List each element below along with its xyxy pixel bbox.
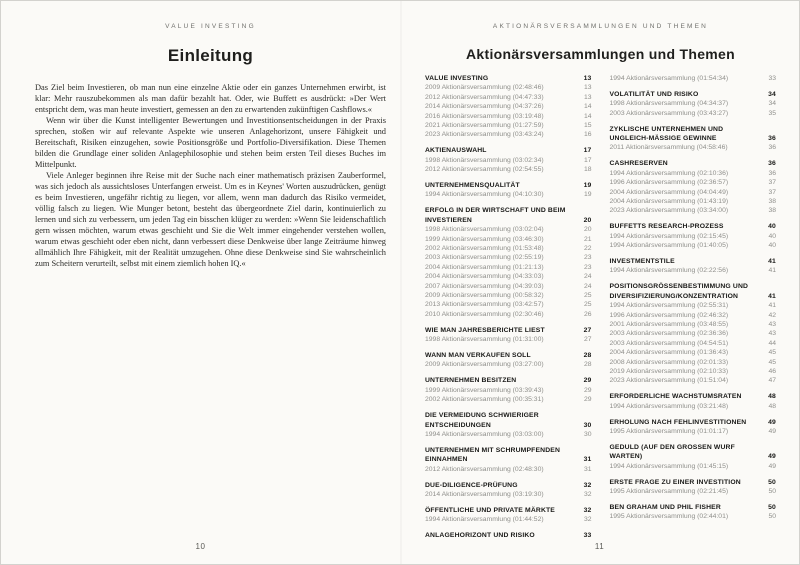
toc-section-label: AKTIENAUSWAHL bbox=[425, 147, 487, 155]
toc-entry-label: 2014 Aktionärsversammlung (03:19:30) bbox=[425, 490, 544, 498]
toc-section-label: ERFORDERLICHE WACHSTUMSRATEN bbox=[609, 393, 742, 401]
toc-entry-page: 46 bbox=[768, 367, 776, 375]
toc-entry bbox=[610, 109, 777, 118]
toc-entry-label: 1995 Aktionärsversammlung (01:01:17) bbox=[609, 428, 729, 435]
toc-entry bbox=[610, 339, 777, 348]
toc-section-page: 33 bbox=[583, 532, 592, 540]
toc-entry bbox=[425, 121, 592, 130]
toc-entry-label: 2004 Aktionärsversammlung (04:33:03) bbox=[425, 273, 544, 281]
toc-section-title bbox=[425, 531, 592, 540]
toc-entry-label: 2012 Aktionärsversammlung (04:47:33) bbox=[425, 93, 544, 101]
toc-entry bbox=[425, 83, 592, 92]
toc-entry-page: 48 bbox=[768, 402, 776, 410]
toc-section-title bbox=[610, 282, 777, 301]
toc-section bbox=[425, 376, 592, 404]
toc-section bbox=[425, 446, 592, 474]
toc-entry-page: 36 bbox=[768, 169, 776, 177]
toc-entry-label: 2004 Aktionärsversammlung (01:21:13) bbox=[425, 263, 544, 271]
toc-entry-label: 2004 Aktionärsversammlung (04:04:49) bbox=[609, 188, 729, 196]
toc-entry-label: 1994 Aktionärsversammlung (02:22:56) bbox=[609, 267, 729, 275]
toc-section bbox=[610, 418, 777, 437]
toc-section-page: 17 bbox=[583, 147, 592, 155]
toc-section-page: 41 bbox=[768, 258, 776, 265]
toc-section bbox=[425, 146, 592, 174]
toc-column-2 bbox=[610, 74, 777, 547]
toc-section-page: 49 bbox=[768, 418, 776, 426]
toc-entry-page: 43 bbox=[768, 320, 776, 328]
toc-section-title bbox=[425, 146, 592, 155]
toc-entry-page: 45 bbox=[768, 349, 776, 357]
toc-entry bbox=[610, 197, 777, 206]
toc-entry-label: 1994 Aktionärsversammlung (03:21:48) bbox=[609, 402, 729, 410]
toc-entry-label: 2012 Aktionärsversammlung (02:48:30) bbox=[425, 465, 544, 473]
toc-entry-page: 42 bbox=[768, 311, 776, 319]
paragraph: Das Ziel beim Investieren, ob man nun eine einzelne Aktie oder ein ganzes Unternehmen erwirbt, ist klar: Mehr rauszubekommen als man dafür bezahlt hat. Oder, wie Buffett es ausdrückt: »Der Wert entspricht dem, was man heute investiert, gemessen an den zu erwartenden zukünftigen Cashflows.« bbox=[35, 83, 386, 114]
toc-section-label: VALUE INVESTING bbox=[425, 75, 489, 82]
intro-body-text bbox=[35, 82, 386, 269]
toc-entry bbox=[425, 300, 592, 309]
toc-entry bbox=[610, 99, 777, 108]
toc-entry-label: 1994 Aktionärsversammlung (01:40:05) bbox=[609, 242, 729, 250]
toc-entry-page: 38 bbox=[768, 197, 776, 205]
toc-entry-page: 20 bbox=[583, 226, 592, 234]
page-left bbox=[1, 1, 400, 564]
toc-section-label: GEDULD (AUF DEN GROSSEN WURF WARTEN) bbox=[609, 443, 735, 461]
toc-entry-label: 2009 Aktionärsversammlung (03:27:00) bbox=[425, 361, 544, 369]
toc-section-title bbox=[610, 478, 777, 487]
toc-section bbox=[425, 411, 592, 439]
toc-section-label: BUFFETTS RESEARCH-PROZESS bbox=[609, 223, 724, 231]
toc-entry-page: 15 bbox=[583, 122, 592, 130]
toc-section-title bbox=[610, 159, 777, 168]
toc-entry-page: 32 bbox=[583, 490, 592, 498]
toc-entry-label: 2004 Aktionärsversammlung (01:36:43) bbox=[609, 349, 729, 357]
toc-entry bbox=[425, 386, 592, 395]
toc-entry bbox=[425, 490, 592, 499]
toc-entry-page: 19 bbox=[583, 191, 592, 199]
toc-section-title bbox=[425, 506, 592, 515]
toc-entry bbox=[425, 235, 592, 244]
toc-entry-label: 2007 Aktionärsversammlung (04:39:03) bbox=[425, 282, 544, 290]
toc-entry-page: 23 bbox=[583, 254, 592, 262]
toc-entry bbox=[610, 427, 777, 436]
page-number-left: 10 bbox=[195, 542, 206, 551]
toc-entry-label: 1995 Aktionärsversammlung (02:21:45) bbox=[609, 488, 729, 496]
toc-entry-page: 43 bbox=[768, 330, 776, 338]
toc-entry-label: 1996 Aktionärsversammlung (02:46:32) bbox=[609, 311, 729, 319]
toc-entry-label: 2002 Aktionärsversammlung (01:53:48) bbox=[425, 245, 544, 252]
toc-entry-label: 1996 Aktionärsversammlung (02:36:57) bbox=[609, 179, 729, 187]
toc-entry bbox=[425, 225, 592, 234]
toc-entry-label: 2010 Aktionärsversammlung (02:30:46) bbox=[425, 310, 544, 318]
toc-section-page: 19 bbox=[583, 182, 592, 190]
toc-entry-page: 36 bbox=[768, 144, 776, 152]
toc-entry bbox=[425, 335, 592, 344]
toc-section-page: 50 bbox=[768, 503, 776, 511]
toc-entry-page: 35 bbox=[768, 109, 776, 117]
toc-entry-label: 1994 Aktionärsversammlung (02:15:45) bbox=[609, 232, 729, 240]
toc-section-label: UNTERNEHMEN MIT SCHRUMPFENDEN EINNAHMEN bbox=[425, 446, 561, 464]
toc-section-title bbox=[610, 90, 777, 99]
toc-entry bbox=[610, 178, 777, 187]
toc-section bbox=[425, 506, 592, 525]
toc-section bbox=[610, 159, 777, 215]
toc-entry bbox=[610, 311, 777, 320]
toc-entry-page: 23 bbox=[583, 263, 592, 271]
toc-entry bbox=[610, 487, 777, 496]
toc-entry bbox=[425, 395, 592, 404]
toc-entry-page: 37 bbox=[768, 188, 776, 196]
toc-entry-page: 49 bbox=[768, 428, 776, 435]
toc-entry bbox=[610, 320, 777, 329]
toc-section-label: UNTERNEHMENSQUALITÄT bbox=[425, 182, 520, 190]
toc-entry-page: 34 bbox=[768, 100, 776, 108]
toc-entry bbox=[425, 430, 592, 439]
toc-section bbox=[610, 74, 777, 83]
toc-entry-label: 1998 Aktionärsversammlung (04:34:37) bbox=[609, 100, 729, 108]
toc-entry-label: 2008 Aktionärsversammlung (02:01:33) bbox=[609, 358, 729, 366]
toc-entry-page: 29 bbox=[583, 386, 592, 394]
toc-entry-page: 49 bbox=[768, 462, 776, 470]
toc-entry-page: 14 bbox=[583, 112, 592, 120]
toc-section-title bbox=[610, 392, 777, 401]
toc-entry-label: 2009 Aktionärsversammlung (02:48:46) bbox=[425, 84, 544, 92]
toc-columns bbox=[425, 74, 776, 547]
toc-entry bbox=[610, 206, 777, 215]
toc-entry-label: 2011 Aktionärsversammlung (04:58:46) bbox=[609, 144, 728, 152]
toc-section-page: 28 bbox=[583, 352, 592, 360]
toc-entry bbox=[610, 266, 777, 275]
toc-section bbox=[610, 90, 777, 118]
toc-entry-label: 1999 Aktionärsversammlung (03:46:30) bbox=[425, 235, 544, 243]
toc-section-title bbox=[610, 257, 777, 266]
toc-entry bbox=[425, 244, 592, 253]
toc-entry bbox=[610, 512, 777, 521]
toc-section-label: DUE-DILIGENCE-PRÜFUNG bbox=[425, 481, 518, 489]
toc-section-label: INVESTMENTSTILE bbox=[609, 258, 675, 265]
page-right bbox=[400, 1, 799, 564]
toc-entry-label: 2003 Aktionärsversammlung (04:54:51) bbox=[609, 339, 729, 347]
toc-entry-page: 29 bbox=[583, 396, 592, 404]
toc-entry-label: 2009 Aktionärsversammlung (00:58:32) bbox=[425, 292, 544, 300]
page-number-right: 11 bbox=[594, 542, 605, 551]
toc-entry-page: 45 bbox=[768, 358, 776, 366]
toc-section-title bbox=[425, 411, 592, 430]
toc-section bbox=[610, 282, 777, 385]
toc-column-1 bbox=[425, 74, 592, 547]
toc-section-title bbox=[425, 326, 592, 335]
toc-section-page: 48 bbox=[768, 393, 776, 401]
toc-section-title bbox=[425, 181, 592, 190]
toc-section bbox=[610, 125, 777, 153]
toc-section-page: 13 bbox=[583, 75, 592, 82]
toc-entry-label: 2004 Aktionärsversammlung (01:43:19) bbox=[609, 197, 729, 205]
toc-entry-page: 30 bbox=[583, 430, 592, 438]
toc-entry bbox=[425, 156, 592, 165]
toc-entry bbox=[425, 515, 592, 524]
toc-entry-page: 13 bbox=[583, 84, 592, 92]
toc-entry-page: 24 bbox=[583, 273, 592, 281]
toc-section bbox=[425, 206, 592, 319]
toc-entry bbox=[425, 93, 592, 102]
toc-entry-page: 31 bbox=[583, 465, 592, 473]
toc-entry bbox=[610, 348, 777, 357]
toc-section-label: WANN MAN VERKAUFEN SOLL bbox=[425, 352, 531, 360]
toc-entry-label: 1994 Aktionärsversammlung (02:55:31) bbox=[609, 302, 729, 310]
toc-section-label: ÖFFENTLICHE UND PRIVATE MÄRKTE bbox=[425, 506, 555, 514]
toc-entry bbox=[425, 253, 592, 262]
toc-entry-page: 21 bbox=[583, 235, 592, 243]
toc-section-label: ERHOLUNG NACH FEHLINVESTITIONEN bbox=[609, 418, 747, 426]
toc-section bbox=[425, 481, 592, 500]
toc-entry bbox=[610, 462, 777, 471]
toc-entry-page: 24 bbox=[583, 282, 592, 290]
toc-entry bbox=[425, 291, 592, 300]
toc-section-page: 31 bbox=[583, 456, 592, 464]
toc-entry-label: 2023 Aktionärsversammlung (03:34:00) bbox=[609, 207, 729, 215]
toc-section-page: 49 bbox=[768, 453, 776, 461]
toc-entry-page: 27 bbox=[583, 336, 592, 344]
toc-entry bbox=[425, 102, 592, 111]
toc-section-title bbox=[610, 222, 777, 231]
paragraph: Wenn wir über die Kunst intelligenter Bewertungen und Investitionsentscheidungen in der Praxis sprechen, stoßen wir auf relevante Aspekte wie unseren Anlagehorizont, unsere Fähigkeit und Bereitschaft, Risiken einzugehen, sowie Positionsgröße und Portfolio-Diversifikation. Diese Themen bilden die Grundlage einer soliden Anlagephilosophie und stehen beim ersten Teil dieses Buches im Mittelpunkt. bbox=[35, 116, 386, 169]
toc-section-title bbox=[425, 206, 592, 225]
toc-entry-label: 1994 Aktionärsversammlung (02:10:36) bbox=[609, 169, 729, 177]
toc-entry bbox=[425, 165, 592, 174]
toc-entry-label: 1994 Aktionärsversammlung (01:44:52) bbox=[425, 516, 544, 524]
toc-section-label: BEN GRAHAM UND PHIL FISHER bbox=[609, 503, 721, 511]
toc-section bbox=[425, 74, 592, 140]
toc-section-page: 34 bbox=[768, 90, 776, 98]
toc-section-page: 30 bbox=[583, 421, 592, 429]
toc-entry-label: 2003 Aktionärsversammlung (03:43:27) bbox=[609, 109, 729, 117]
toc-section-label: UNTERNEHMEN BESITZEN bbox=[425, 377, 517, 385]
toc-entry bbox=[610, 169, 777, 178]
toc-entry bbox=[610, 188, 777, 197]
toc-entry-label: 1995 Aktionärsversammlung (02:44:01) bbox=[609, 513, 729, 521]
toc-section bbox=[610, 443, 777, 471]
toc-entry bbox=[610, 367, 777, 376]
toc-entry-page: 32 bbox=[583, 516, 592, 524]
toc-entry bbox=[425, 272, 592, 281]
toc-section-label: ANLAGEHORIZONT UND RISIKO bbox=[425, 532, 535, 540]
toc-entry-label: 2001 Aktionärsversammlung (03:48:55) bbox=[609, 320, 729, 328]
toc-entry-page: 41 bbox=[768, 267, 776, 275]
toc-section-page: 32 bbox=[583, 481, 592, 489]
toc-entry bbox=[425, 190, 592, 199]
toc-entry bbox=[610, 376, 777, 385]
paragraph: Viele Anleger beginnen ihre Reise mit der Suche nach einer mathematisch präzisen Zauberformel, was sich jedoch als aussichtsloses Unterfangen erweist. Um es in Keynes' Worten auszudrücken, genügt es beim Investieren, ungefähr richtig zu liegen, vor allem, wenn man dadurch das Risiko vermeidet, völlig falsch zu liegen. Wie Munger betont, besteht das übergeordnete Ziel darin, kontinuierlich zu lernen und sich zu verbessern, um jeden Tag ein bisschen klüger zu werden: »Wenn Sie leidenschaftlich gern wissen möchten, warum etwas geschieht und Sie die Welt immer eingehender verstehen wollen, warum etwas geschieht oder eben nicht, dann verbessert diese Denkweise über lange Zeiträume hinweg allmählich Ihre Fähigkeit, mit der Realität umzugehen. Ohne diese Denkweise sind Sie wahrscheinlich zum Scheitern verurteilt, selbst mit einem ziemlich hohen IQ.« bbox=[35, 171, 386, 268]
toc-entry-label: 1994 Aktionärsversammlung (03:03:00) bbox=[425, 430, 544, 438]
toc-section-title bbox=[425, 446, 592, 465]
toc-entry-page: 22 bbox=[583, 245, 592, 252]
toc-entry-page: 25 bbox=[583, 292, 592, 300]
toc-section-label: ERFOLG IN DER WIRTSCHAFT UND BEIM INVESTIEREN bbox=[425, 207, 566, 224]
toc-entry bbox=[425, 112, 592, 121]
toc-section-title bbox=[610, 443, 777, 462]
toc-section-label: POSITIONSGRÖSSENBESTIMMUNG UND DIVERSIFIZIERUNG/KONZENTRATION bbox=[609, 283, 749, 300]
toc-section-title bbox=[425, 74, 592, 83]
toc-section-label: WIE MAN JAHRESBERICHTE LIEST bbox=[425, 326, 545, 334]
toc-entry-page: 16 bbox=[583, 131, 592, 139]
toc-section bbox=[610, 503, 777, 522]
toc-entry bbox=[425, 130, 592, 139]
toc-entry bbox=[610, 241, 777, 250]
toc-entry-page: 17 bbox=[583, 156, 592, 164]
toc-entry-page: 47 bbox=[768, 377, 776, 385]
toc-entry-label: 2003 Aktionärsversammlung (02:36:36) bbox=[609, 330, 729, 338]
toc-entry bbox=[610, 232, 777, 241]
toc-entry-page: 50 bbox=[768, 513, 776, 521]
page-title-einleitung: Einleitung bbox=[167, 46, 254, 65]
toc-section-title bbox=[425, 376, 592, 385]
toc-section bbox=[425, 531, 592, 540]
toc-section bbox=[610, 222, 777, 250]
toc-section-page: 29 bbox=[583, 377, 592, 385]
toc-entry bbox=[425, 263, 592, 272]
toc-section-page: 20 bbox=[583, 216, 592, 224]
toc-section bbox=[425, 181, 592, 200]
toc-entry-label: 1998 Aktionärsversammlung (01:31:00) bbox=[425, 336, 544, 344]
toc-entry-page: 40 bbox=[768, 242, 776, 250]
toc-entry bbox=[425, 360, 592, 369]
toc-entry bbox=[425, 310, 592, 319]
toc-entry bbox=[610, 74, 777, 83]
toc-section-title bbox=[610, 503, 777, 512]
toc-entry-page: 50 bbox=[768, 488, 776, 496]
toc-entry-label: 1999 Aktionärsversammlung (03:39:43) bbox=[425, 386, 544, 394]
toc-section-label: ERSTE FRAGE ZU EINER INVESTITION bbox=[609, 478, 741, 486]
toc-entry-page: 38 bbox=[768, 207, 776, 215]
toc-section-title bbox=[425, 481, 592, 490]
toc-section-title bbox=[610, 125, 777, 144]
toc-entry-page: 40 bbox=[768, 232, 776, 240]
toc-entry-page: 37 bbox=[768, 179, 776, 187]
toc-entry-label: 2021 Aktionärsversammlung (01:27:59) bbox=[425, 122, 544, 130]
toc-section-page: 50 bbox=[768, 478, 776, 486]
toc-entry bbox=[610, 301, 777, 310]
toc-entry-label: 2012 Aktionärsversammlung (02:54:55) bbox=[425, 166, 544, 174]
toc-section-page: 27 bbox=[583, 326, 592, 334]
toc-entry-label: 2013 Aktionärsversammlung (03:42:57) bbox=[425, 301, 544, 309]
toc-entry-label: 2019 Aktionärsversammlung (02:10:33) bbox=[609, 367, 729, 375]
toc-entry bbox=[425, 465, 592, 474]
toc-entry-page: 14 bbox=[583, 103, 592, 111]
toc-section bbox=[425, 351, 592, 370]
toc-section-label: VOLATILITÄT UND RISIKO bbox=[609, 90, 699, 98]
toc-entry-label: 2016 Aktionärsversammlung (03:19:48) bbox=[425, 112, 544, 120]
toc-entry-label: 2003 Aktionärsversammlung (02:55:19) bbox=[425, 254, 544, 262]
toc-section-page: 36 bbox=[768, 160, 776, 168]
toc-entry-page: 13 bbox=[583, 93, 592, 101]
toc-entry-page: 44 bbox=[768, 339, 776, 347]
toc-entry bbox=[610, 329, 777, 338]
toc-section-page: 41 bbox=[768, 292, 776, 300]
toc-section bbox=[610, 257, 777, 276]
toc-entry-page: 41 bbox=[768, 302, 776, 310]
page-title-toc: Aktionärsversammlungen und Themen bbox=[466, 46, 735, 62]
toc-section-title bbox=[425, 351, 592, 360]
toc-entry-label: 2014 Aktionärsversammlung (04:37:26) bbox=[425, 103, 544, 111]
toc-entry bbox=[425, 282, 592, 291]
toc-entry-label: 1994 Aktionärsversammlung (01:54:34) bbox=[609, 75, 729, 82]
toc-entry bbox=[610, 143, 777, 152]
toc-section-title bbox=[610, 418, 777, 427]
toc-entry-page: 26 bbox=[583, 310, 592, 318]
toc-entry-label: 1998 Aktionärsversammlung (03:02:34) bbox=[425, 156, 544, 164]
toc-section bbox=[610, 392, 777, 411]
toc-section-label: DIE VERMEIDUNG SCHWIERIGER ENTSCHEIDUNGEN bbox=[425, 412, 539, 429]
toc-section-label: ZYKLISCHE UNTERNEHMEN UND UNGLEICH-MÄSSIGE GEWINNE bbox=[609, 125, 724, 143]
toc-entry-label: 1998 Aktionärsversammlung (03:02:04) bbox=[425, 226, 544, 234]
toc-entry-page: 25 bbox=[583, 301, 592, 309]
toc-section-label: CASHRESERVEN bbox=[609, 160, 668, 168]
running-head-left: VALUE INVESTING bbox=[165, 23, 256, 30]
toc-entry-label: 2023 Aktionärsversammlung (01:51:04) bbox=[609, 377, 729, 385]
toc-entry-label: 1994 Aktionärsversammlung (04:10:30) bbox=[425, 191, 544, 199]
toc-entry bbox=[610, 358, 777, 367]
toc-entry-label: 1994 Aktionärsversammlung (01:45:15) bbox=[609, 462, 729, 470]
toc-entry bbox=[610, 402, 777, 411]
toc-section bbox=[610, 478, 777, 497]
toc-section-page: 36 bbox=[768, 135, 776, 143]
running-head-right: AKTIONÄRSVERSAMMLUNGEN UND THEMEN bbox=[492, 23, 709, 30]
toc-entry-page: 33 bbox=[768, 75, 776, 82]
toc-entry-page: 18 bbox=[583, 166, 592, 174]
toc-entry-label: 2002 Aktionärsversammlung (00:35:31) bbox=[425, 396, 544, 404]
toc-entry-page: 28 bbox=[583, 361, 592, 369]
toc-section-page: 32 bbox=[583, 506, 592, 514]
toc-section-page: 40 bbox=[768, 223, 776, 231]
toc-section bbox=[425, 326, 592, 345]
toc-entry-label: 2023 Aktionärsversammlung (03:43:24) bbox=[425, 131, 544, 139]
